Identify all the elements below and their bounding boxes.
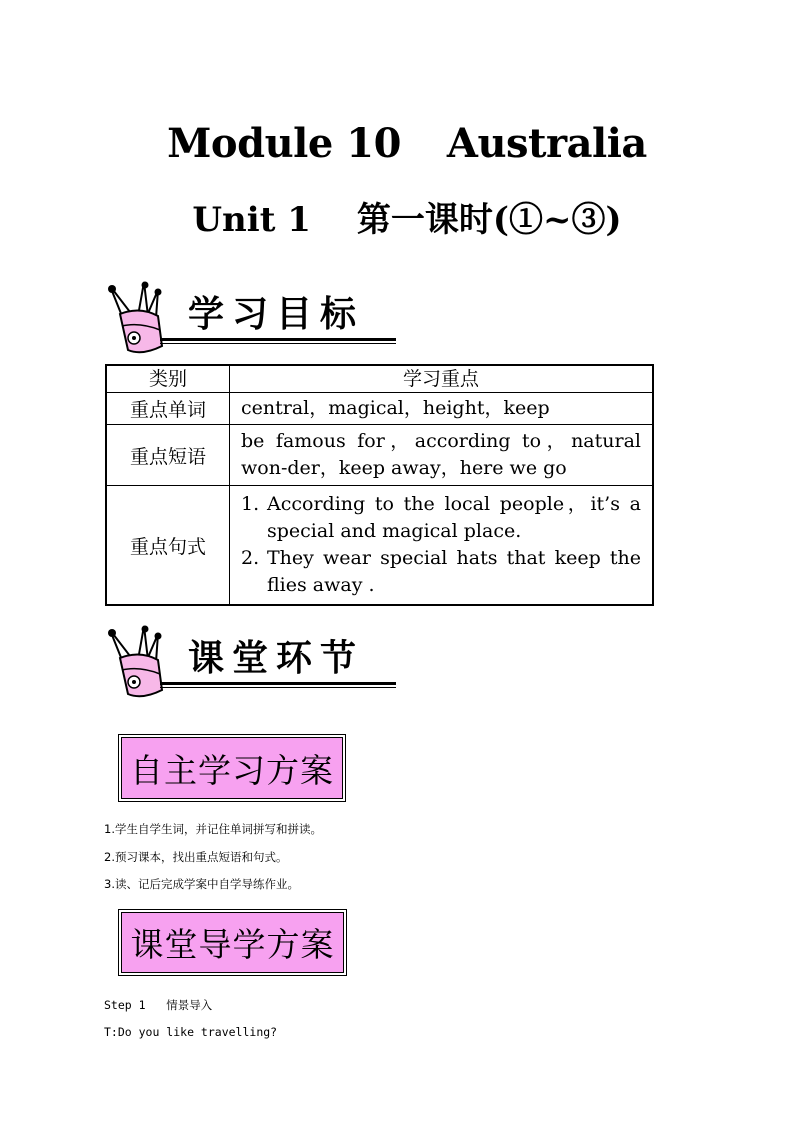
- hat-decoration-icon: [100, 620, 174, 700]
- heading-underline: [160, 338, 396, 341]
- table-header-category: 类别: [106, 365, 230, 393]
- sentence-item: [241, 545, 641, 599]
- heading-underline-thin: [160, 343, 396, 344]
- goals-section-header: [100, 276, 400, 356]
- row-category: 重点单词: [106, 393, 230, 425]
- sentence-number: 2.: [241, 547, 260, 569]
- classroom-section-header: [100, 620, 400, 700]
- module-number: Module 10: [167, 120, 401, 167]
- goals-heading: 学习目标: [188, 294, 365, 335]
- self-study-step: 3.读、记后完成学案中自学导练作业。: [104, 877, 299, 891]
- dialogue-line: T:Do you like travelling?: [104, 1025, 278, 1039]
- heading-underline: [160, 682, 396, 685]
- row-category: 重点短语: [106, 425, 230, 486]
- heading-underline-thin: [160, 687, 396, 688]
- classroom-heading: 课堂环节: [188, 638, 365, 679]
- module-name: Australia: [446, 120, 647, 167]
- row-content: central，magical，height，keep: [230, 393, 654, 425]
- self-study-label: 自主学习方案: [121, 737, 343, 799]
- class-guide-label-box: [118, 909, 347, 976]
- hat-decoration-icon: [100, 276, 174, 356]
- sentence-number: 1.: [241, 493, 260, 515]
- table-row: [106, 486, 653, 606]
- self-study-label-box: [118, 734, 346, 802]
- learning-goals-table: [105, 364, 654, 606]
- table-header-row: [106, 365, 653, 393]
- module-title: [0, 120, 794, 167]
- sentence-item: [241, 491, 641, 545]
- sentence-text: They wear special hats that keep the flies away .: [267, 547, 641, 596]
- table-row: [106, 425, 653, 486]
- sentence-text: According to the local people，it’s a special and magical place.: [267, 493, 641, 542]
- table-row: [106, 393, 653, 425]
- row-content: be famous for，according to，natural won-der，keep away，here we go: [230, 425, 654, 486]
- table-header-focus: 学习重点: [230, 365, 654, 393]
- row-content: [230, 486, 654, 606]
- step-heading: Step 1 情景导入: [104, 998, 213, 1012]
- unit-number: Unit 1: [192, 200, 311, 240]
- self-study-step: 2.预习课本，找出重点短语和句式。: [104, 850, 288, 864]
- unit-title: [0, 192, 794, 241]
- self-study-step: 1.学生自学生词，并记住单词拼写和拼读。: [104, 822, 322, 836]
- row-category: 重点句式: [106, 486, 230, 606]
- class-guide-label: 课堂导学方案: [121, 912, 344, 973]
- lesson-label: 第一课时(①~③): [356, 200, 622, 240]
